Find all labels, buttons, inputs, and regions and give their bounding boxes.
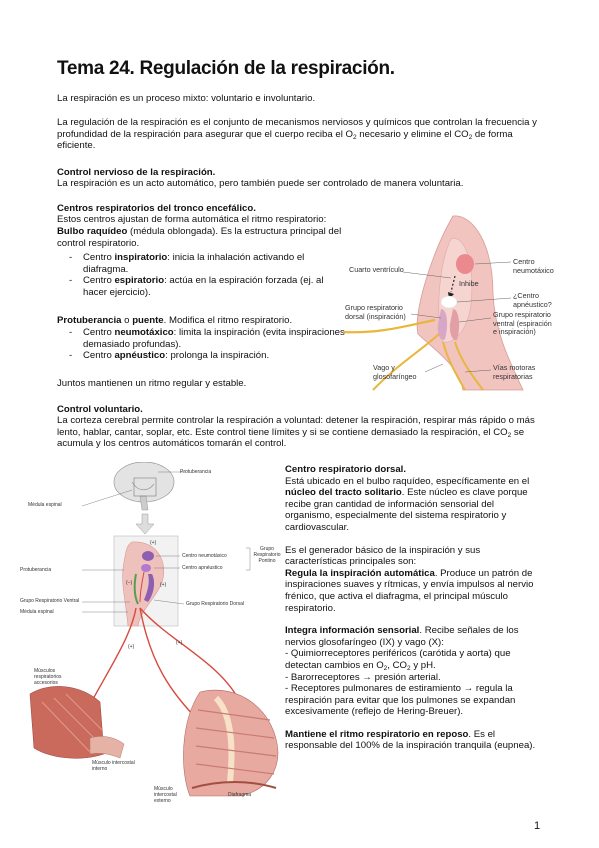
voluntary-heading: Control voluntario. <box>57 404 143 415</box>
page-number: 1 <box>534 820 541 832</box>
dorsal-heading: Centro respiratorio dorsal. <box>285 464 407 475</box>
respiratory-pathway-figure <box>20 462 282 802</box>
regulation-paragraph: La regulación de la respiración es el conjunto de mecanismos nerviosos y químicos que controlan la frecuencia y profundidad de la respiración para asegurar que el cuerpo reciba el $O_2$ necesario y elimine el $CO_2$ de forma eficiente. <box>57 117 537 152</box>
label-vias-motoras: Vías motoras respiratorias <box>493 363 536 381</box>
label-minus: (–) <box>126 580 133 586</box>
label-medula: Médula espinal <box>20 609 54 615</box>
dorsal-sensory: Integra información sensorial. Recibe señales de los nervios glosofaríngeo (IX) y vago (X): <box>285 625 519 648</box>
brainstem-heading: Centros respiratorios del tronco encefálico. <box>57 203 256 214</box>
dorsal-section <box>285 464 543 752</box>
label-intercostal-externo: Músculo intercostal externo <box>154 786 177 804</box>
label-grupo-dorsal-2: Grupo Respiratorio Dorsal <box>186 601 245 607</box>
list-item: - Centro espiratorio: actúa en la espiración forzada (ej. al hacer ejercicio). <box>57 275 349 298</box>
label-medula-top: Médula espinal <box>28 502 62 508</box>
label-protuberancia: Protuberancia <box>20 567 52 573</box>
label-grupo-ventral-2: Grupo Respiratorio Ventral <box>20 598 80 604</box>
label-plus-3: (+) <box>128 644 135 650</box>
label-plus-4: (+) <box>176 640 183 646</box>
label-protuberancia-top: Protuberancia <box>180 469 212 475</box>
list-item: - Centro neumotáxico: limita la inspiración (evita inspiraciones demasiado profundas). <box>57 327 349 350</box>
dorsal-generator-text: Es el generador básico de la inspiración y sus características principales son: <box>285 544 481 568</box>
dorsal-rhythm: Mantiene el ritmo respiratorio en reposo. Es el responsable del 100% de la inspiración tranquila (eupnea). <box>285 728 536 752</box>
list-item: - Receptores pulmonares de estiramiento → regula la respiración para evitar que los pulmones se expandan excesivamente (reflejo de Hering-Breuer). <box>285 683 516 718</box>
nervous-heading: Control nervioso de la respiración. <box>57 167 216 178</box>
label-inhibe: Inhibe <box>459 279 479 288</box>
brainstem-text: Estos centros ajustan de forma automática el ritmo respiratorio: <box>57 214 327 225</box>
list-item: - Barorreceptores → presión arterial. <box>285 671 441 683</box>
label-vago: Vago y glosofaríngeo <box>373 363 417 381</box>
brainstem-figure <box>343 214 553 392</box>
label-grupo-dorsal: Grupo respiratorio dorsal (inspiración) <box>345 303 406 321</box>
label-centro-apneustico: ¿Centro apnéustico? <box>513 291 552 309</box>
dorsal-description: Está ubicado en el bulbo raquídeo, específicamente en el núcleo del tracto solitario. Este núcleo es clave porque recibe gran cantidad de información sensorial del organismo, especialmente del sistema respiratorio y cardiovascular. <box>285 475 530 533</box>
list-item: - Centro inspiratorio: inicia la inhalación activando el diafragma. <box>57 252 349 275</box>
label-diafragma: Diafragma <box>228 792 252 798</box>
label-centro-neumotaxico-2: Centro neumotáxico <box>182 553 227 559</box>
label-cuarto-ventriculo: Cuarto ventrículo <box>349 265 404 274</box>
label-grupo-ventral: Grupo respiratorio ventral (espiración e inspiración) <box>493 310 552 337</box>
label-centro-neumotaxico: Centro neumotáxico <box>513 257 554 275</box>
list-item: - Centro apnéustico: prolonga la inspiración. <box>57 350 349 362</box>
voluntary-text: La corteza cerebral permite controlar la respiración a voluntad: detener la respiración, respirar más rápido o más lento, hablar, cantar, soplar, etc. Este control tiene límites y si se contiene demasiado la respiración, el $CO_2$ se acumula y los centros automáticos tomarán el control. <box>57 415 535 450</box>
together-text: Juntos mantienen un ritmo regular y estable. <box>57 378 247 389</box>
intro-text: La respiración es un proceso mixto: voluntario e involuntario. <box>57 93 316 104</box>
label-intercostal-interno: Músculo intercostal interno <box>92 760 135 772</box>
label-grupo-pontino: Grupo Respiratorio Pontino <box>253 546 281 564</box>
list-item: - Quimiorreceptores periféricos (carótida y aorta) que detectan cambios en $O_2$, $CO_2$ y pH. <box>285 648 511 672</box>
bulbo-list <box>57 252 349 298</box>
label-musculos-accesorios: Músculos respiratorios accesorios <box>34 668 62 686</box>
protuberancia-paragraph: Protuberancia o puente. Modifica el ritmo respiratorio. <box>57 315 293 326</box>
label-plus-2: (+) <box>160 582 167 588</box>
page-title: Tema 24. Regulación de la respiración. <box>57 58 395 79</box>
nervous-text: La respiración es un acto automático, pero también puede ser controlado de manera voluntaria. <box>57 178 464 189</box>
protuberancia-list <box>57 327 349 362</box>
dorsal-automatic: Regula la inspiración automática. Produce un patrón de inspiraciones suaves y rítmicas, y envía impulsos al nervio frénico, que activa el diafragma, el principal músculo respiratorio. <box>285 567 534 614</box>
bulbo-paragraph: Bulbo raquídeo (médula oblongada). Es la estructura principal del control respiratorio. <box>57 226 342 249</box>
pathway-illustration <box>20 462 282 802</box>
label-plus-1: (+) <box>150 540 157 546</box>
label-centro-apneustico-2: Centro apnéustico <box>182 565 223 571</box>
